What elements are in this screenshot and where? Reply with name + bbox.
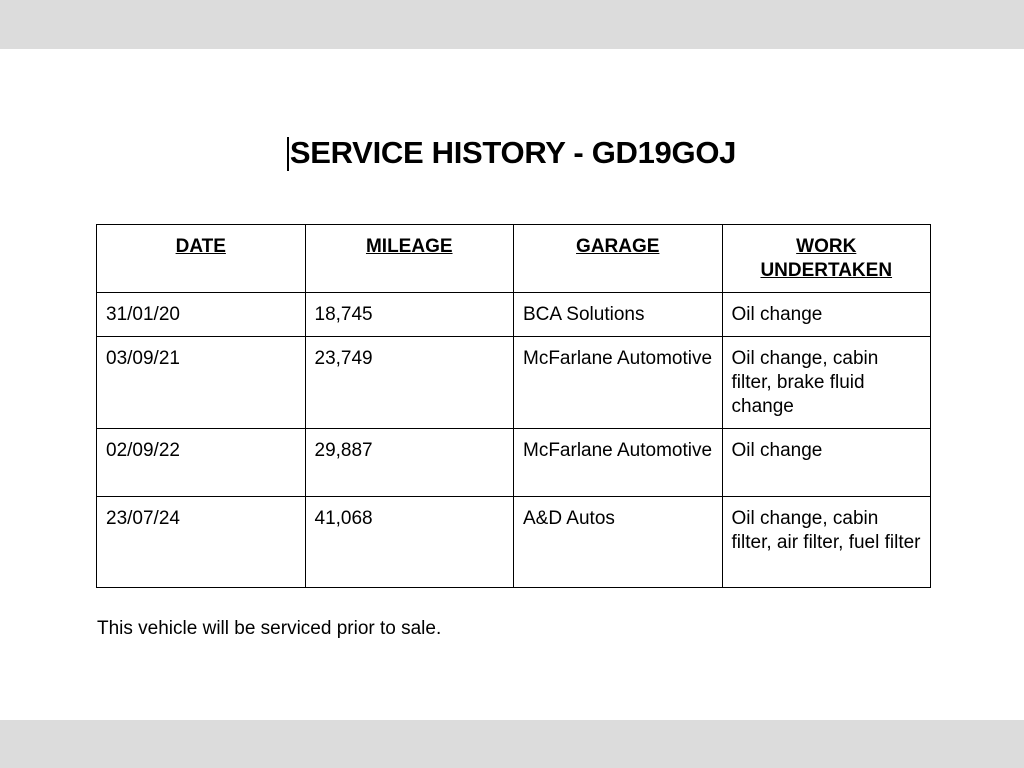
- text-cursor: [287, 137, 289, 171]
- cell-garage: McFarlane Automotive: [514, 337, 723, 429]
- cell-work: Oil change, cabin filter, brake fluid change: [722, 337, 931, 429]
- cell-garage: A&D Autos: [514, 497, 723, 588]
- table-header-row: [97, 225, 931, 293]
- cell-garage: McFarlane Automotive: [514, 429, 723, 497]
- title-container: [0, 135, 1024, 171]
- cell-mileage: 18,745: [305, 293, 514, 337]
- column-header-work-undertaken: WORK UNDERTAKEN: [722, 225, 931, 293]
- page-title[interactable]: [288, 135, 736, 171]
- cell-date: 31/01/20: [97, 293, 306, 337]
- cell-date: 23/07/24: [97, 497, 306, 588]
- cell-work: Oil change, cabin filter, air filter, fuel filter: [722, 497, 931, 588]
- table-row: [97, 497, 931, 588]
- top-margin-bar: [0, 0, 1024, 49]
- document-page[interactable]: [0, 49, 1024, 720]
- page-title-text: SERVICE HISTORY - GD19GOJ: [289, 135, 737, 170]
- service-history-table: [96, 224, 931, 588]
- cell-mileage: 29,887: [305, 429, 514, 497]
- cell-work: Oil change: [722, 429, 931, 497]
- cell-date: 02/09/22: [97, 429, 306, 497]
- cell-garage: BCA Solutions: [514, 293, 723, 337]
- cell-mileage: 23,749: [305, 337, 514, 429]
- table-row: [97, 293, 931, 337]
- column-header-mileage: MILEAGE: [305, 225, 514, 293]
- column-header-date: DATE: [97, 225, 306, 293]
- bottom-margin-bar: [0, 720, 1024, 768]
- cell-date: 03/09/21: [97, 337, 306, 429]
- table-row: [97, 337, 931, 429]
- cell-mileage: 41,068: [305, 497, 514, 588]
- table-row: [97, 429, 931, 497]
- cell-work: Oil change: [722, 293, 931, 337]
- sale-note: This vehicle will be serviced prior to sale.: [97, 618, 442, 639]
- column-header-garage: GARAGE: [514, 225, 723, 293]
